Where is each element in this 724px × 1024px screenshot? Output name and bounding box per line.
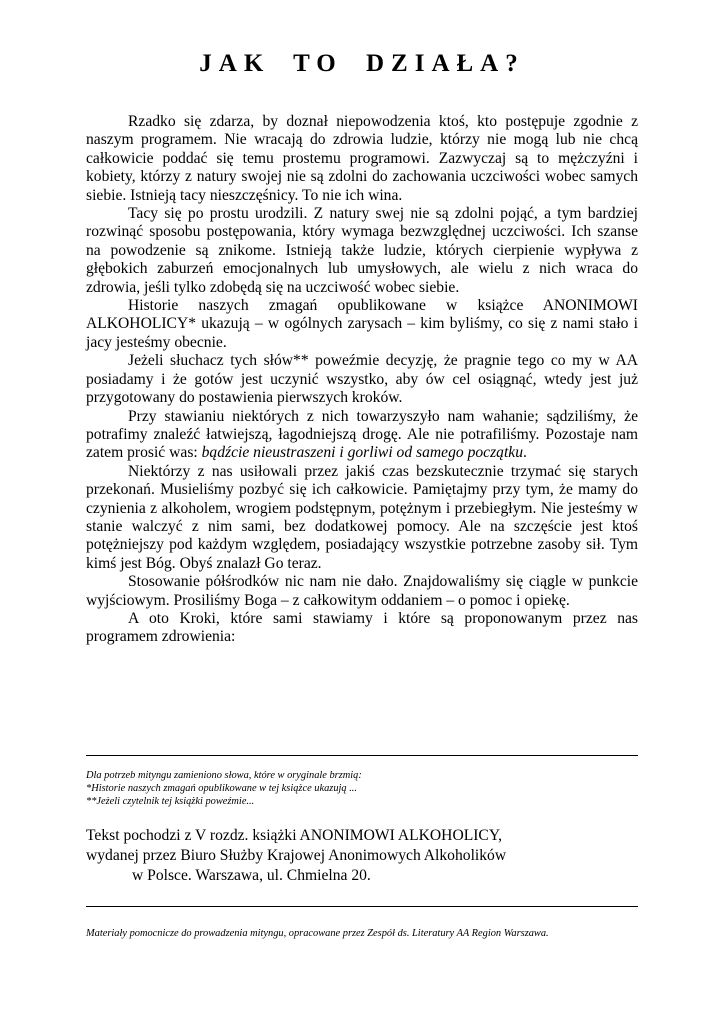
paragraph-8: A oto Kroki, które sami stawiamy i które są proponowanym przez nas programem zdrowienia:: [86, 609, 638, 646]
paragraph-5-italic: bądźcie nieustraszeni i gorliwi od samego początku: [201, 444, 524, 462]
paragraph-5-tail: .: [523, 444, 527, 462]
main-text: [86, 113, 638, 647]
paragraph-3: Historie naszych zmagań opublikowane w książce ANONIMOWI ALKOHOLICY* ukazują – w ogólnych zarysach – kim byliśmy, co się z nami stało i jacy jesteśmy obecnie.: [86, 297, 638, 351]
paragraph-6: Niektórzy z nas usiłowali przez jakiś czas bezskutecznie trzymać się starych przekonań. Musieliśmy pozbyć się ich całkowicie. Pamiętajmy przy tym, że mamy do czynienia z alkoholem, wrogiem podstępnym, potężnym i przebiegłym. Nie jesteśmy w stanie walczyć z nim sami, bez dodatkowej pomocy. Ale na szczęście jest ktoś potężniejszy pod każdym względem, posiadający wszystkie potrzebne zasoby sił. Tym kimś jest Bóg. Obyś znalazł Go teraz.: [86, 462, 638, 572]
footnote-intro: Dla potrzeb mityngu zamieniono słowa, które w oryginale brzmią:: [86, 770, 362, 781]
source-line-2: wydanej przez Biuro Służby Krajowej Anonimowych Alkoholików: [86, 847, 507, 864]
paragraph-2: Tacy się po prostu urodzili. Z natury swej nie są zdolni pojąć, a tym bardziej rozwinąć sposobu postępowania, który wymaga bezwzględnej uczciwości. Ich szanse na powodzenie są znikome. Istnieją także ludzie, których cierpienie wypływa z głębokich zaburzeń emocjonalnych lub umysłowych, ale wielu z nich wraca do zdrowia, jeśli tylko zdobędą się na uczciwość wobec siebie.: [86, 205, 638, 296]
footnotes: [86, 769, 638, 809]
paragraph-5: [86, 408, 638, 463]
divider-bottom: [86, 906, 638, 907]
footnote-2: **Jeżeli czytelnik tej książki poweźmie...: [86, 796, 255, 808]
page-title: JAK TO DZIAŁA?: [199, 50, 525, 77]
footnote-1: *Historie naszych zmagań opublikowane w tej książce ukazują ...: [86, 783, 357, 795]
paragraph-5-text: Przy stawianiu niektórych z nich towarzyszyło nam wahanie; sądziliśmy, że potrafimy znaleźć łatwiejszą, łagodniejszą drogę. Ale nie potrafiliśmy. Pozostaje nam zatem prosić was:: [86, 407, 638, 462]
divider-top: [86, 755, 638, 756]
paragraph-4: Jeżeli słuchacz tych słów** poweźmie decyzję, że pragnie tego co my w AA posiadamy i że gotów jest uczynić wszystko, aby ów cel osiągnąć, wtedy jest już przygotowany do postawienia pierwszych kroków.: [86, 352, 638, 407]
paragraph-1: Rzadko się zdarza, by doznał niepowodzenia ktoś, kto postępuje zgodnie z naszym programem. Nie wracają do zdrowia ludzie, którzy nie mogą lub nie chcą całkowicie poddać się temu prostemu programowi. Zazwyczaj są to mężczyźni i kobiety, którzy z natury swojej nie są zdolni do zachowania uczciwości wobec samych siebie. Istnieją tacy nieszczęśnicy. To nie ich wina.: [86, 113, 638, 204]
source-note: [86, 826, 638, 886]
page-footer: Materiały pomocnicze do prowadzenia mityngu, opracowane przez Zespół ds. Literatury AA Region Warszawa.: [86, 928, 549, 939]
source-line-1: Tekst pochodzi z V rozdz. książki ANONIMOWI ALKOHOLICY,: [86, 827, 502, 844]
source-line-3: w Polsce. Warszawa, ul. Chmielna 20.: [132, 867, 371, 884]
paragraph-7: Stosowanie półśrodków nic nam nie dało. Znajdowaliśmy się ciągle w punkcie wyjściowym. Prosiliśmy Boga – z całkowitym oddaniem – o pomoc i opiekę.: [86, 573, 638, 609]
